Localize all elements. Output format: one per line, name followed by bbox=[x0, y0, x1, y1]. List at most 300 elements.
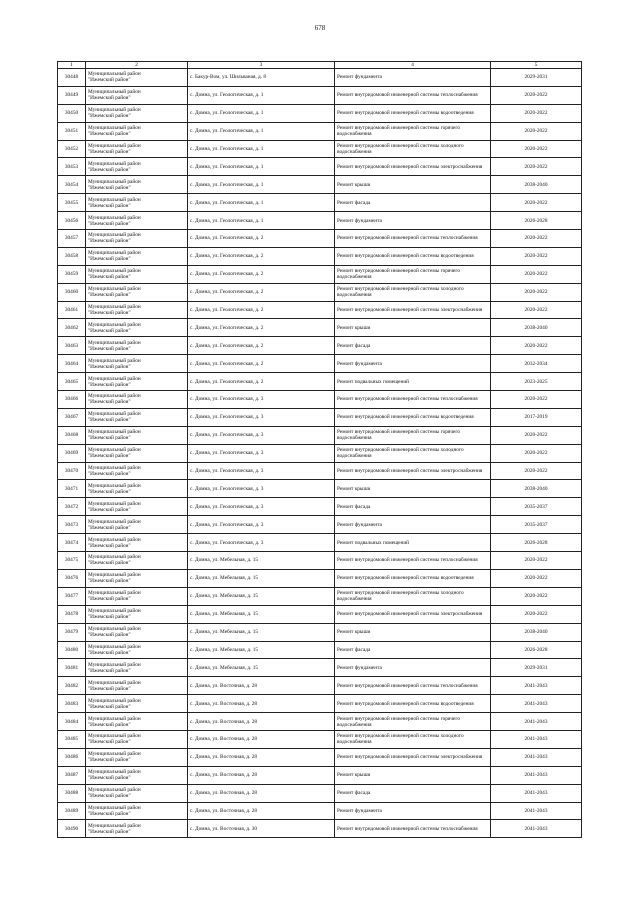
work-type-cell: Ремонт фасада bbox=[335, 784, 491, 802]
address-cell: с. Домна, ул. Восточная, д. 28 bbox=[188, 695, 335, 713]
row-number: 30469 bbox=[58, 444, 86, 462]
table-row bbox=[58, 69, 582, 87]
column-header: 2 bbox=[86, 62, 188, 69]
period-cell: 2041-2043 bbox=[491, 802, 582, 820]
district-cell bbox=[86, 355, 188, 373]
district-cell bbox=[86, 480, 188, 498]
table-row bbox=[58, 140, 582, 158]
address-cell: с. Домна, ул. Геологическая, д. 2 bbox=[188, 373, 335, 391]
work-type-cell: Ремонт крыши bbox=[335, 176, 491, 194]
table-row bbox=[58, 802, 582, 820]
district-name: "Ижемский район" bbox=[88, 685, 131, 692]
district-name: "Ижемский район" bbox=[88, 810, 131, 817]
district-type: Муниципальный район bbox=[88, 626, 141, 633]
address-cell: с. Домна, ул. Геологическая, д. 3 bbox=[188, 426, 335, 444]
district-type: Муниципальный район bbox=[88, 411, 141, 418]
district-type: Муниципальный район bbox=[88, 250, 141, 257]
district-name: "Ижемский район" bbox=[88, 274, 131, 281]
work-type-cell: Ремонт фасада bbox=[335, 641, 491, 659]
address-cell: с. Домна, ул. Мебельная, д. 15 bbox=[188, 641, 335, 659]
district-name: "Ижемский район" bbox=[88, 524, 131, 531]
district-cell bbox=[86, 265, 188, 283]
address-cell: с. Домна, ул. Мебельная, д. 15 bbox=[188, 569, 335, 587]
row-number: 30470 bbox=[58, 462, 86, 480]
district-type: Муниципальный район bbox=[88, 608, 141, 615]
district-cell bbox=[86, 69, 188, 87]
work-type-cell: Ремонт внутридомовой инженерной системы горячего водоснабжения bbox=[335, 265, 491, 283]
work-type-cell: Ремонт внутридомовой инженерной системы водоотведения bbox=[335, 104, 491, 122]
work-type-cell: Ремонт фундамента bbox=[335, 516, 491, 534]
address-cell: с. Бакур-Вом, ул. Шильваная, д. 8 bbox=[188, 69, 335, 87]
work-type-cell: Ремонт крыши bbox=[335, 623, 491, 641]
district-name: "Ижемский район" bbox=[88, 453, 131, 460]
district-cell bbox=[86, 695, 188, 713]
period-cell: 2038-2040 bbox=[491, 176, 582, 194]
work-type-cell: Ремонт внутридомовой инженерной системы горячего водоснабжения bbox=[335, 122, 491, 140]
row-number: 30455 bbox=[58, 194, 86, 212]
work-type-cell: Ремонт фасада bbox=[335, 498, 491, 516]
period-cell: 2041-2043 bbox=[491, 766, 582, 784]
row-number: 30449 bbox=[58, 86, 86, 104]
district-cell bbox=[86, 373, 188, 391]
district-name: "Ижемский район" bbox=[88, 757, 131, 764]
row-number: 30472 bbox=[58, 498, 86, 516]
row-number: 30462 bbox=[58, 319, 86, 337]
district-type: Муниципальный район bbox=[88, 787, 141, 794]
row-number: 30471 bbox=[58, 480, 86, 498]
period-cell: 2038-2040 bbox=[491, 319, 582, 337]
district-type: Муниципальный район bbox=[88, 751, 141, 758]
address-cell: с. Домна, ул. Геологическая, д. 1 bbox=[188, 86, 335, 104]
period-cell: 2020-2022 bbox=[491, 265, 582, 283]
district-type: Муниципальный район bbox=[88, 232, 141, 239]
table-row bbox=[58, 194, 582, 212]
row-number: 30482 bbox=[58, 677, 86, 695]
district-cell bbox=[86, 659, 188, 677]
district-name: "Ижемский район" bbox=[88, 363, 131, 370]
district-type: Муниципальный район bbox=[88, 304, 141, 311]
district-type: Муниципальный район bbox=[88, 465, 141, 472]
work-type-cell: Ремонт внутридомовой инженерной системы водоотведения bbox=[335, 569, 491, 587]
address-cell: с. Домна, ул. Восточная, д. 28 bbox=[188, 713, 335, 731]
address-cell: с. Домна, ул. Геологическая, д. 3 bbox=[188, 534, 335, 552]
table-row bbox=[58, 230, 582, 248]
district-type: Муниципальный район bbox=[88, 339, 141, 346]
work-type-cell: Ремонт внутридомовой инженерной системы теплоснабжения bbox=[335, 230, 491, 248]
table-row bbox=[58, 319, 582, 337]
period-cell: 2023-2025 bbox=[491, 373, 582, 391]
work-type-cell: Ремонт крыши bbox=[335, 480, 491, 498]
district-type: Муниципальный район bbox=[88, 375, 141, 382]
table-row bbox=[58, 265, 582, 283]
row-number: 30464 bbox=[58, 355, 86, 373]
table-row bbox=[58, 247, 582, 265]
row-number: 30490 bbox=[58, 820, 86, 838]
work-type-cell: Ремонт подвальных помещений bbox=[335, 534, 491, 552]
row-number: 30448 bbox=[58, 69, 86, 87]
period-cell: 2020-2022 bbox=[491, 605, 582, 623]
table-row bbox=[58, 355, 582, 373]
district-type: Муниципальный район bbox=[88, 89, 141, 96]
district-name: "Ижемский район" bbox=[88, 828, 131, 835]
address-cell: с. Домна, ул. Восточная, д. 28 bbox=[188, 784, 335, 802]
work-type-cell: Ремонт внутридомовой инженерной системы электроснабжения bbox=[335, 301, 491, 319]
address-cell: с. Домна, ул. Геологическая, д. 2 bbox=[188, 337, 335, 355]
district-name: "Ижемский район" bbox=[88, 95, 131, 102]
address-cell: с. Домна, ул. Мебельная, д. 15 bbox=[188, 552, 335, 570]
address-cell: с. Домна, ул. Геологическая, д. 2 bbox=[188, 301, 335, 319]
district-cell bbox=[86, 122, 188, 140]
work-type-cell: Ремонт внутридомовой инженерной системы горячего водоснабжения bbox=[335, 713, 491, 731]
district-cell bbox=[86, 802, 188, 820]
district-cell bbox=[86, 641, 188, 659]
period-cell: 2020-2022 bbox=[491, 426, 582, 444]
table-row bbox=[58, 534, 582, 552]
district-cell bbox=[86, 194, 188, 212]
work-type-cell: Ремонт внутридомовой инженерной системы холодного водоснабжения bbox=[335, 587, 491, 605]
district-cell bbox=[86, 104, 188, 122]
address-cell: с. Домна, ул. Восточная, д. 28 bbox=[188, 677, 335, 695]
district-cell bbox=[86, 319, 188, 337]
district-name: "Ижемский район" bbox=[88, 184, 131, 191]
work-type-cell: Ремонт внутридомовой инженерной системы горячего водоснабжения bbox=[335, 426, 491, 444]
address-cell: с. Домна, ул. Геологическая, д. 2 bbox=[188, 247, 335, 265]
address-cell: с. Домна, ул. Геологическая, д. 2 bbox=[188, 319, 335, 337]
row-number: 30475 bbox=[58, 552, 86, 570]
table-row bbox=[58, 587, 582, 605]
table-row bbox=[58, 122, 582, 140]
district-name: "Ижемский район" bbox=[88, 542, 131, 549]
table-row bbox=[58, 677, 582, 695]
row-number: 30474 bbox=[58, 534, 86, 552]
district-type: Муниципальный район bbox=[88, 393, 141, 400]
table-row bbox=[58, 391, 582, 409]
table-row bbox=[58, 426, 582, 444]
work-type-cell: Ремонт внутридомовой инженерной системы холодного водоснабжения bbox=[335, 283, 491, 301]
district-type: Муниципальный район bbox=[88, 357, 141, 364]
table-row bbox=[58, 498, 582, 516]
district-cell bbox=[86, 677, 188, 695]
row-number: 30466 bbox=[58, 391, 86, 409]
district-type: Муниципальный район bbox=[88, 697, 141, 704]
table-row bbox=[58, 104, 582, 122]
row-number: 30486 bbox=[58, 748, 86, 766]
district-name: "Ижемский район" bbox=[88, 381, 131, 388]
table-body bbox=[58, 69, 582, 838]
period-cell: 2029-2031 bbox=[491, 659, 582, 677]
district-name: "Ижемский район" bbox=[88, 202, 131, 209]
period-cell: 2020-2022 bbox=[491, 230, 582, 248]
column-header: 5 bbox=[491, 62, 582, 69]
period-cell: 2041-2043 bbox=[491, 748, 582, 766]
district-type: Муниципальный район bbox=[88, 71, 141, 78]
district-name: "Ижемский район" bbox=[88, 793, 131, 800]
row-number: 30483 bbox=[58, 695, 86, 713]
period-cell: 2026-2028 bbox=[491, 534, 582, 552]
district-name: "Ижемский район" bbox=[88, 220, 131, 227]
district-type: Муниципальный район bbox=[88, 643, 141, 650]
district-name: "Ижемский район" bbox=[88, 345, 131, 352]
row-number: 30451 bbox=[58, 122, 86, 140]
district-name: "Ижемский район" bbox=[88, 667, 131, 674]
work-type-cell: Ремонт внутридомовой инженерной системы теплоснабжения bbox=[335, 820, 491, 838]
district-name: "Ижемский район" bbox=[88, 471, 131, 478]
district-cell bbox=[86, 176, 188, 194]
table-row bbox=[58, 695, 582, 713]
district-cell bbox=[86, 534, 188, 552]
district-cell bbox=[86, 158, 188, 176]
period-cell: 2041-2043 bbox=[491, 784, 582, 802]
district-name: "Ижемский район" bbox=[88, 149, 131, 155]
district-cell bbox=[86, 713, 188, 731]
row-number: 30489 bbox=[58, 802, 86, 820]
period-cell: 2026-2028 bbox=[491, 212, 582, 230]
address-cell: с. Домна, ул. Мебельная, д. 15 bbox=[188, 623, 335, 641]
district-cell bbox=[86, 391, 188, 409]
district-type: Муниципальный район bbox=[88, 321, 141, 328]
district-cell bbox=[86, 301, 188, 319]
table-row bbox=[58, 659, 582, 677]
table-row bbox=[58, 462, 582, 480]
address-cell: с. Домна, ул. Восточная, д. 28 bbox=[188, 748, 335, 766]
district-name: "Ижемский район" bbox=[88, 506, 131, 513]
address-cell: с. Домна, ул. Мебельная, д. 15 bbox=[188, 587, 335, 605]
district-type: Муниципальный район bbox=[88, 125, 141, 132]
district-name: "Ижемский район" bbox=[88, 614, 131, 621]
district-name: "Ижемский район" bbox=[88, 113, 131, 120]
district-type: Муниципальный район bbox=[88, 143, 141, 149]
row-number: 30452 bbox=[58, 140, 86, 158]
district-type: Муниципальный район bbox=[88, 804, 141, 811]
district-type: Муниципальный район bbox=[88, 286, 141, 293]
work-type-cell: Ремонт фундамента bbox=[335, 355, 491, 373]
work-type-cell: Ремонт подвальных помещений bbox=[335, 373, 491, 391]
period-cell: 2020-2022 bbox=[491, 158, 582, 176]
table-row bbox=[58, 605, 582, 623]
district-name: "Ижемский район" bbox=[88, 488, 131, 495]
column-header: 4 bbox=[335, 62, 491, 69]
work-type-cell: Ремонт внутридомовой инженерной системы водоотведения bbox=[335, 247, 491, 265]
district-type: Муниципальный район bbox=[88, 178, 141, 185]
period-cell: 2020-2022 bbox=[491, 247, 582, 265]
table-row bbox=[58, 86, 582, 104]
table-row bbox=[58, 516, 582, 534]
district-type: Муниципальный район bbox=[88, 429, 141, 436]
address-cell: с. Домна, ул. Геологическая, д. 1 bbox=[188, 140, 335, 158]
row-number: 30480 bbox=[58, 641, 86, 659]
column-header: 1 bbox=[58, 62, 86, 69]
district-cell bbox=[86, 784, 188, 802]
district-type: Муниципальный район bbox=[88, 160, 141, 167]
district-type: Муниципальный район bbox=[88, 733, 141, 740]
work-type-cell: Ремонт внутридомовой инженерной системы холодного водоснабжения bbox=[335, 730, 491, 748]
table-row bbox=[58, 212, 582, 230]
address-cell: с. Домна, ул. Геологическая, д. 1 bbox=[188, 176, 335, 194]
address-cell: с. Домна, ул. Геологическая, д. 1 bbox=[188, 104, 335, 122]
district-type: Муниципальный район bbox=[88, 536, 141, 543]
district-cell bbox=[86, 230, 188, 248]
row-number: 30484 bbox=[58, 713, 86, 731]
row-number: 30460 bbox=[58, 283, 86, 301]
period-cell: 2035-2037 bbox=[491, 516, 582, 534]
district-cell bbox=[86, 605, 188, 623]
table-row bbox=[58, 337, 582, 355]
period-cell: 2026-2028 bbox=[491, 641, 582, 659]
address-cell: с. Домна, ул. Мебельная, д. 15 bbox=[188, 605, 335, 623]
district-type: Муниципальный район bbox=[88, 554, 141, 561]
table-row bbox=[58, 552, 582, 570]
work-type-cell: Ремонт внутридомовой инженерной системы электроснабжения bbox=[335, 158, 491, 176]
work-type-cell: Ремонт фундамента bbox=[335, 802, 491, 820]
work-type-cell: Ремонт внутридомовой инженерной системы холодного водоснабжения bbox=[335, 444, 491, 462]
period-cell: 2041-2043 bbox=[491, 677, 582, 695]
period-cell: 2041-2043 bbox=[491, 695, 582, 713]
period-cell: 2020-2022 bbox=[491, 86, 582, 104]
work-type-cell: Ремонт внутридомовой инженерной системы теплоснабжения bbox=[335, 677, 491, 695]
address-cell: с. Домна, ул. Геологическая, д. 2 bbox=[188, 230, 335, 248]
address-cell: с. Домна, ул. Геологическая, д. 2 bbox=[188, 265, 335, 283]
work-type-cell: Ремонт фундамента bbox=[335, 659, 491, 677]
district-type: Муниципальный район bbox=[88, 661, 141, 668]
period-cell: 2020-2022 bbox=[491, 301, 582, 319]
row-number: 30488 bbox=[58, 784, 86, 802]
district-cell bbox=[86, 140, 188, 158]
district-type: Муниципальный район bbox=[88, 572, 141, 579]
column-header: 3 bbox=[188, 62, 335, 69]
address-cell: с. Домна, ул. Геологическая, д. 1 bbox=[188, 194, 335, 212]
period-cell: 2020-2022 bbox=[491, 462, 582, 480]
district-name: "Ижемский район" bbox=[88, 578, 131, 585]
address-cell: с. Домна, ул. Геологическая, д. 1 bbox=[188, 122, 335, 140]
address-cell: с. Домна, ул. Восточная, д. 28 bbox=[188, 766, 335, 784]
row-number: 30463 bbox=[58, 337, 86, 355]
district-cell bbox=[86, 552, 188, 570]
row-number: 30458 bbox=[58, 247, 86, 265]
period-cell: 2041-2043 bbox=[491, 713, 582, 731]
district-name: "Ижемский район" bbox=[88, 417, 131, 424]
row-number: 30467 bbox=[58, 408, 86, 426]
address-cell: с. Домна, ул. Геологическая, д. 2 bbox=[188, 283, 335, 301]
table-row bbox=[58, 480, 582, 498]
row-number: 30476 bbox=[58, 569, 86, 587]
work-type-cell: Ремонт внутридомовой инженерной системы теплоснабжения bbox=[335, 86, 491, 104]
work-type-cell: Ремонт внутридомовой инженерной системы электроснабжения bbox=[335, 605, 491, 623]
district-cell bbox=[86, 766, 188, 784]
work-type-cell: Ремонт фундамента bbox=[335, 212, 491, 230]
table-row bbox=[58, 784, 582, 802]
capital-repair-table bbox=[57, 61, 582, 838]
district-name: "Ижемский район" bbox=[88, 131, 131, 138]
address-cell: с. Домна, ул. Геологическая, д. 3 bbox=[188, 516, 335, 534]
table-row bbox=[58, 820, 582, 838]
district-cell bbox=[86, 623, 188, 641]
district-cell bbox=[86, 730, 188, 748]
period-cell: 2017-2019 bbox=[491, 408, 582, 426]
district-cell bbox=[86, 820, 188, 838]
district-name: "Ижемский район" bbox=[88, 775, 131, 782]
district-name: "Ижемский район" bbox=[88, 166, 131, 173]
period-cell: 2020-2022 bbox=[491, 122, 582, 140]
work-type-cell: Ремонт внутридомовой инженерной системы электроснабжения bbox=[335, 462, 491, 480]
district-cell bbox=[86, 516, 188, 534]
work-type-cell: Ремонт фасада bbox=[335, 337, 491, 355]
table-row bbox=[58, 569, 582, 587]
work-type-cell: Ремонт внутридомовой инженерной системы теплоснабжения bbox=[335, 552, 491, 570]
table-row bbox=[58, 373, 582, 391]
district-name: "Ижемский район" bbox=[88, 399, 131, 406]
table-row bbox=[58, 748, 582, 766]
work-type-cell: Ремонт внутридомовой инженерной системы водоотведения bbox=[335, 408, 491, 426]
district-type: Муниципальный район bbox=[88, 500, 141, 507]
row-number: 30461 bbox=[58, 301, 86, 319]
district-type: Муниципальный район bbox=[88, 590, 141, 597]
district-cell bbox=[86, 462, 188, 480]
period-cell: 2029-2031 bbox=[491, 69, 582, 87]
period-cell: 2041-2043 bbox=[491, 820, 582, 838]
district-name: "Ижемский район" bbox=[88, 435, 131, 442]
row-number: 30485 bbox=[58, 730, 86, 748]
district-cell bbox=[86, 444, 188, 462]
period-cell: 2038-2040 bbox=[491, 623, 582, 641]
address-cell: с. Домна, ул. Геологическая, д. 3 bbox=[188, 498, 335, 516]
address-cell: с. Домна, ул. Восточная, д. 30 bbox=[188, 820, 335, 838]
work-type-cell: Ремонт внутридомовой инженерной системы электроснабжения bbox=[335, 748, 491, 766]
row-number: 30456 bbox=[58, 212, 86, 230]
district-name: "Ижемский район" bbox=[88, 292, 131, 299]
period-cell: 2020-2022 bbox=[491, 552, 582, 570]
page-number: 678 bbox=[314, 24, 326, 32]
district-cell bbox=[86, 408, 188, 426]
district-type: Муниципальный район bbox=[88, 822, 141, 829]
district-cell bbox=[86, 247, 188, 265]
address-cell: с. Домна, ул. Геологическая, д. 3 bbox=[188, 408, 335, 426]
district-type: Муниципальный район bbox=[88, 196, 141, 203]
district-type: Муниципальный район bbox=[88, 482, 141, 489]
row-number: 30453 bbox=[58, 158, 86, 176]
row-number: 30478 bbox=[58, 605, 86, 623]
district-cell bbox=[86, 337, 188, 355]
district-cell bbox=[86, 748, 188, 766]
work-type-cell: Ремонт внутридомовой инженерной системы водоотведения bbox=[335, 695, 491, 713]
work-type-cell: Ремонт фасада bbox=[335, 194, 491, 212]
work-type-cell: Ремонт крыши bbox=[335, 766, 491, 784]
district-cell bbox=[86, 86, 188, 104]
district-type: Муниципальный район bbox=[88, 769, 141, 776]
table-row bbox=[58, 766, 582, 784]
period-cell: 2020-2022 bbox=[491, 283, 582, 301]
row-number: 30473 bbox=[58, 516, 86, 534]
district-cell bbox=[86, 587, 188, 605]
district-cell bbox=[86, 283, 188, 301]
address-cell: с. Домна, ул. Восточная, д. 28 bbox=[188, 730, 335, 748]
address-cell: с. Домна, ул. Геологическая, д. 1 bbox=[188, 212, 335, 230]
table-row bbox=[58, 623, 582, 641]
district-type: Муниципальный район bbox=[88, 214, 141, 221]
row-number: 30450 bbox=[58, 104, 86, 122]
district-type: Муниципальный район bbox=[88, 679, 141, 686]
period-cell: 2020-2022 bbox=[491, 569, 582, 587]
table-row bbox=[58, 158, 582, 176]
table-row bbox=[58, 301, 582, 319]
period-cell: 2020-2022 bbox=[491, 337, 582, 355]
district-name: "Ижемский район" bbox=[88, 560, 131, 567]
address-cell: с. Домна, ул. Геологическая, д. 3 bbox=[188, 391, 335, 409]
district-type: Муниципальный район bbox=[88, 268, 141, 275]
address-cell: с. Домна, ул. Геологическая, д. 3 bbox=[188, 444, 335, 462]
row-number: 30477 bbox=[58, 587, 86, 605]
row-number: 30459 bbox=[58, 265, 86, 283]
district-type: Муниципальный район bbox=[88, 518, 141, 525]
